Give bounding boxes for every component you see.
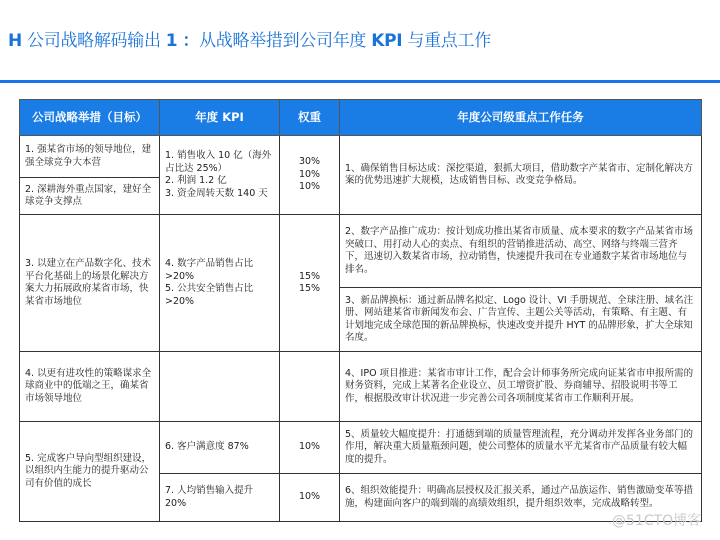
kpi-table — [19, 99, 702, 522]
weight-value: 10% — [298, 168, 321, 180]
header-weight: 权重 — [280, 100, 340, 136]
weight-cell — [280, 215, 340, 352]
task-cell: 3、新品牌换标：通过新品牌名拟定、Logo 设计、VI 手册规范、全球注册、域名注册、网站建某省市新闻发布会、广告宣传、主题公关等活动，有策略、有主题、有计划地完成全球范围的新品牌换标，快速改变并提升 HYT 的品牌形象，扩大全球知名度。 — [340, 288, 702, 352]
table-row — [20, 352, 702, 422]
strategy-cell: 4. 以更有进攻性的策略谋求全球商业中的低端之王，确某省市场领导地位 — [20, 352, 160, 422]
title-part3: 与重点工作 — [407, 31, 491, 51]
title-num: 1 — [165, 31, 178, 51]
weight-value: 10% — [298, 181, 321, 193]
watermark: @51CTO博客 — [612, 513, 702, 529]
header-strategy: 公司战略举措（目标） — [20, 100, 160, 136]
strategy-cell: 5. 完成客户导向型组织建设，以组织内生能力的提升驱动公司有价值的成长 — [20, 422, 160, 522]
kpi-cell — [160, 352, 280, 422]
header-tasks: 年度公司级重点工作任务 — [340, 100, 702, 136]
kpi-cell: 7. 人均销售输入提升 20% — [160, 474, 280, 522]
weight-value: 30% — [298, 156, 321, 168]
kpi-item: 2. 利润 1.2 亿 — [165, 175, 227, 186]
task-cell: 2、数字产品推广成功：按计划成功推出某省市质量、成本要求的数字产品某省市场突破口、用打动人心的卖点、有组织的营销推进活动、高空、网络与终端三营齐下，迅速切入数某省市场，拉动销售，快速提升我司在专业通数字某省市场地位与排名。 — [340, 215, 702, 288]
task-cell: 6、组织效能提升：明确高层授权及汇报关系，通过产品族运作、销售激励变革等措施，构建面向客户的端到端的高绩效组织，提升组织效率，完成战略转型。 — [340, 474, 702, 522]
kpi-cell — [160, 215, 280, 352]
table-row — [20, 215, 702, 288]
weight-value: 15% — [298, 283, 321, 294]
kpi-item: 5. 公共安全销售占比>20% — [165, 283, 254, 307]
weight-cell: 10% — [280, 422, 340, 474]
title-kpi: KPI — [371, 31, 403, 51]
kpi-item: 3. 资金周转天数 140 天 — [165, 187, 268, 199]
kpi-item: 1. 销售收入 10 亿（海外占比达 25%） — [165, 150, 272, 174]
table-header-row — [20, 100, 702, 136]
weight-value: 15% — [298, 270, 321, 282]
task-cell: 1、确保销售目标达成：深挖渠道，狠抓大项目，借助数字产某省市、定制化解决方案的优势迅速扩大规模，达成销售目标、改变竞争格局。 — [340, 136, 702, 215]
kpi-cell — [160, 136, 280, 215]
title-divider — [0, 80, 720, 83]
task-cell: 4、IPO 项目推进：某省市审计工作，配合会计师事务所完成向证某省市申报所需的财务资料，完成上某著名企业设立、员工增资扩股、券商辅导、招股说明书等工作，根据股改审计状况进一步完善公司各项制度某省市工作顺利开展。 — [340, 352, 702, 422]
strategy-cell: 2. 深耕海外重点国家，建好全球竞争支撑点 — [20, 178, 160, 215]
task-cell: 5、质量较大幅度提升：打通德到端的质量管理流程，充分调动并发挥各业务部门的作用，解决重大质量瓶颈问题，使公司整体的质量水平尤某省市产品质量有较大幅度的提升。 — [340, 422, 702, 474]
title-part2: 从战略举措到公司年度 — [199, 31, 367, 51]
table-row — [20, 136, 702, 178]
page-title — [8, 26, 491, 51]
weight-cell — [280, 136, 340, 215]
kpi-item: 4. 数字产品销售占比>20% — [165, 258, 254, 282]
title-colon: ： — [182, 31, 200, 51]
table-row — [20, 422, 702, 474]
kpi-cell: 6. 客户满意度 87% — [160, 422, 280, 474]
title-prefix: H — [8, 31, 22, 51]
title-part1: 公司战略解码输出 — [27, 31, 161, 51]
weight-cell: 10% — [280, 474, 340, 522]
strategy-cell: 1. 强某省市场的领导地位，建强全球竞争大本营 — [20, 136, 160, 178]
strategy-cell: 3. 以建立在产品数字化、技术平台化基础上的场景化解决方案大力拓展政府某省市场，快某省市场地位 — [20, 215, 160, 352]
weight-cell — [280, 352, 340, 422]
header-kpi: 年度 KPI — [160, 100, 280, 136]
